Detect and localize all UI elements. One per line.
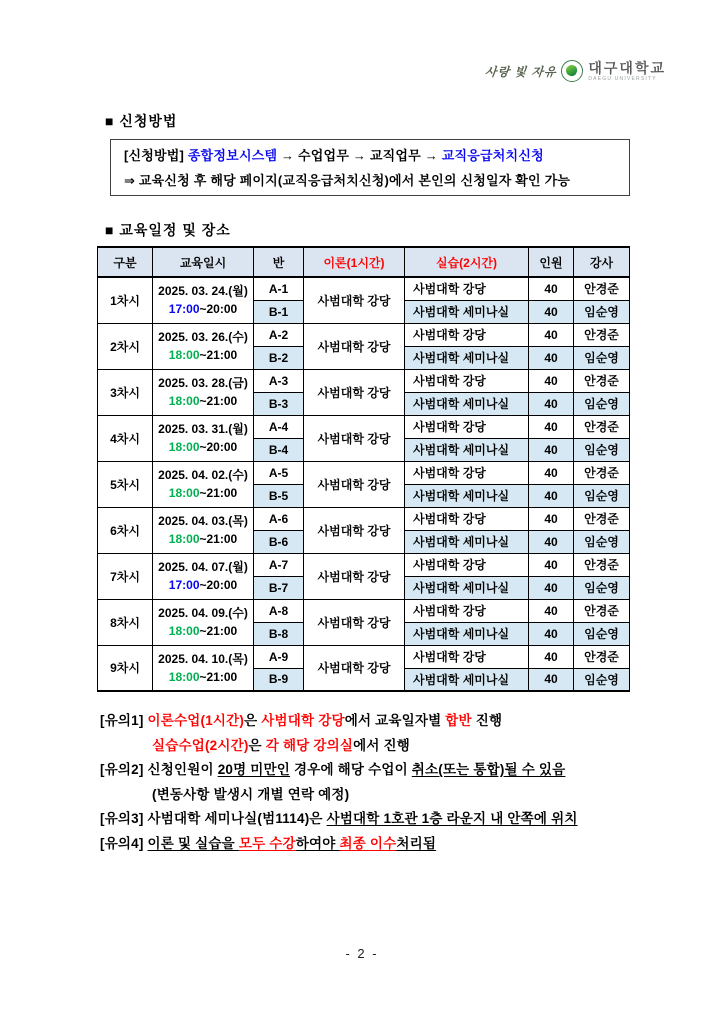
class-cell: B-5 [254,484,304,507]
class-cell: B-9 [254,668,304,691]
capacity-cell: 40 [529,461,574,484]
text-segment: [유의1] [100,713,148,728]
class-cell: B-2 [254,346,304,369]
session-cell: 9차시 [98,645,153,691]
note-line [100,758,660,783]
university-emblem-icon [561,60,583,82]
note-line [100,807,660,832]
practice-location-cell: 사범대학 세미나실 [405,530,529,553]
practice-location-cell: 사범대학 강당 [405,599,529,622]
column-header: 반 [254,247,304,277]
time-text [153,300,253,318]
table-header-row [98,247,630,277]
practice-location-cell: 사범대학 강당 [405,415,529,438]
text-segment: 은 [248,737,266,753]
theory-location-cell: 사범대학 강당 [304,645,405,691]
date-text: 2025. 03. 24.(월) [158,284,248,299]
instructor-cell: 임순영 [574,530,630,553]
text-segment: 18:00 [168,440,200,454]
logo-slogan: 사랑 빛 자유 [483,64,558,79]
text-segment: 취소(또는 통합)될 수 있음 [411,762,566,777]
text-segment: 이론수업(1시간) [147,713,245,728]
session-cell: 4차시 [98,415,153,461]
practice-location-cell: 사범대학 강당 [405,461,529,484]
date-time-cell [153,369,254,415]
session-row-a [98,277,630,300]
section-heading-schedule: ■ 교육일정 및 장소 [105,222,231,238]
date-text: 2025. 03. 26.(수) [158,330,248,344]
session-row-a [98,507,630,530]
session-cell: 3차시 [98,369,153,415]
text-segment: 17:00 [168,302,200,317]
university-name: 대구대학교 [588,59,666,76]
capacity-cell: 40 [529,346,574,369]
column-header: 실습(2시간) [405,247,529,277]
capacity-cell: 40 [529,553,574,576]
apply-method-line1 [124,143,616,168]
apply-method-box [110,139,630,196]
date-time-cell [153,599,254,645]
note-line [100,734,660,759]
date-text: 2025. 04. 02.(수) [158,468,248,482]
date-time-cell [153,507,254,553]
instructor-cell: 임순영 [574,668,630,691]
capacity-cell: 40 [529,507,574,530]
note-line [100,709,660,734]
session-row-a [98,415,630,438]
session-cell: 5차시 [98,461,153,507]
date-time-cell [153,553,254,599]
instructor-cell: 안경준 [574,507,630,530]
date-time-cell [153,323,254,369]
instructor-cell: 안경준 [574,323,630,346]
instructor-cell: 안경준 [574,599,630,622]
theory-location-cell: 사범대학 강당 [304,323,405,369]
time-text [153,622,253,640]
instructor-cell: 임순영 [574,300,630,323]
capacity-cell: 40 [529,668,574,691]
text-segment: 합반 [445,713,472,728]
practice-location-cell: 사범대학 강당 [405,277,529,300]
session-row-a [98,461,630,484]
text-segment: 진행 [471,713,503,728]
column-header: 구분 [98,247,153,277]
text-segment: [유의2] 신청인원이 [100,762,218,777]
university-logo [485,60,666,82]
instructor-cell: 안경준 [574,461,630,484]
text-segment: 은 [244,713,262,728]
instructor-cell: 안경준 [574,369,630,392]
session-row-a [98,645,630,668]
note-line [100,783,660,808]
practice-location-cell: 사범대학 강당 [405,645,529,668]
text-segment: ~20:00 [199,578,238,592]
text-segment: ⇒ 교육신청 후 해당 페이지(교직응급처치신청)에서 본인의 신청일자 확인 가능 [124,173,571,188]
text-segment: 실습수업(2시간) [152,737,249,753]
date-text: 2025. 04. 09.(수) [158,606,248,620]
date-text: 2025. 04. 03.(목) [158,514,248,528]
text-segment: ~20:00 [199,440,238,454]
text-segment: ~21:00 [199,486,238,500]
capacity-cell: 40 [529,530,574,553]
text-segment: 에서 교육일자별 [344,713,446,728]
practice-location-cell: 사범대학 세미나실 [405,300,529,323]
date-time-cell [153,645,254,691]
text-segment: ~21:00 [199,624,238,638]
text-segment: 18:00 [168,394,200,408]
class-cell: A-3 [254,369,304,392]
date-text: 2025. 04. 10.(목) [158,651,248,666]
capacity-cell: 40 [529,576,574,599]
session-row-a [98,553,630,576]
text-segment: 모두 수강 [238,835,296,851]
class-cell: A-6 [254,507,304,530]
text-segment: ~20:00 [199,302,238,317]
session-cell: 1차시 [98,277,153,323]
practice-location-cell: 사범대학 세미나실 [405,438,529,461]
instructor-cell: 임순영 [574,622,630,645]
instructor-cell: 임순영 [574,576,630,599]
text-segment: 18:00 [168,486,200,500]
capacity-cell: 40 [529,484,574,507]
text-segment: 18:00 [168,624,200,638]
class-cell: B-4 [254,438,304,461]
column-header: 인원 [529,247,574,277]
class-cell: A-2 [254,323,304,346]
session-row-a [98,369,630,392]
class-cell: A-9 [254,645,304,668]
capacity-cell: 40 [529,645,574,668]
theory-location-cell: 사범대학 강당 [304,553,405,599]
column-header: 강사 [574,247,630,277]
class-cell: A-5 [254,461,304,484]
text-segment: [유의4] [100,835,148,851]
theory-location-cell: 사범대학 강당 [304,461,405,507]
date-time-cell [153,461,254,507]
session-row-a [98,599,630,622]
section-heading-apply: ■ 신청방법 [105,113,178,129]
capacity-cell: 40 [529,438,574,461]
text-segment: (변동사항 발생시 개별 연락 예정) [152,786,350,802]
capacity-cell: 40 [529,277,574,300]
instructor-cell: 안경준 [574,553,630,576]
text-segment: 처리됨 [396,835,437,851]
class-cell: A-8 [254,599,304,622]
text-segment: ~21:00 [199,532,238,546]
capacity-cell: 40 [529,415,574,438]
text-segment: 18:00 [168,669,200,684]
note-line [100,832,660,857]
session-row-a [98,323,630,346]
class-cell: B-6 [254,530,304,553]
text-segment: 18:00 [168,532,200,546]
practice-location-cell: 사범대학 강당 [405,323,529,346]
instructor-cell: 임순영 [574,392,630,415]
instructor-cell: 안경준 [574,415,630,438]
instructor-cell: 임순영 [574,438,630,461]
time-text [153,576,253,594]
schedule-table-wrap [97,246,630,692]
practice-location-cell: 사범대학 세미나실 [405,622,529,645]
practice-location-cell: 사범대학 세미나실 [405,392,529,415]
theory-location-cell: 사범대학 강당 [304,507,405,553]
time-text [153,438,253,456]
time-text [153,668,253,686]
instructor-cell: 안경준 [574,277,630,300]
capacity-cell: 40 [529,300,574,323]
theory-location-cell: 사범대학 강당 [304,369,405,415]
column-header: 이론(1시간) [304,247,405,277]
class-cell: B-8 [254,622,304,645]
practice-location-cell: 사범대학 세미나실 [405,484,529,507]
text-segment: 20명 미만인 [217,762,291,777]
text-segment: 18:00 [168,348,200,362]
text-segment: 종합정보시스템 [187,148,278,163]
instructor-cell: 임순영 [574,484,630,507]
text-segment: → 수업업무 → 교직업무 → [277,148,442,163]
class-cell: A-4 [254,415,304,438]
date-time-cell [153,277,254,323]
time-text [153,484,253,502]
theory-location-cell: 사범대학 강당 [304,415,405,461]
date-text: 2025. 04. 07.(월) [158,560,248,574]
column-header: 교육일시 [153,247,254,277]
capacity-cell: 40 [529,599,574,622]
time-text [153,392,253,410]
capacity-cell: 40 [529,622,574,645]
text-segment: 하여야 [295,835,340,851]
session-cell: 2차시 [98,323,153,369]
class-cell: B-7 [254,576,304,599]
text-segment: 교직응급처치신청 [441,148,544,163]
practice-location-cell: 사범대학 강당 [405,553,529,576]
university-name-en: DAEGU UNIVERSITY [588,75,657,82]
text-segment: ~21:00 [199,669,238,684]
notes-section [100,709,660,856]
practice-location-cell: 사범대학 강당 [405,507,529,530]
instructor-cell: 임순영 [574,346,630,369]
practice-location-cell: 사범대학 강당 [405,369,529,392]
theory-location-cell: 사범대학 강당 [304,599,405,645]
practice-location-cell: 사범대학 세미나실 [405,668,529,691]
class-cell: B-3 [254,392,304,415]
capacity-cell: 40 [529,323,574,346]
class-cell: B-1 [254,300,304,323]
theory-location-cell: 사범대학 강당 [304,277,405,323]
schedule-table [97,246,630,692]
time-text [153,346,253,364]
text-segment: 최종 이수 [339,835,397,851]
page-number: - 2 - [345,946,379,961]
class-cell: A-7 [254,553,304,576]
instructor-cell: 안경준 [574,645,630,668]
text-segment: 이론 및 실습을 [147,835,239,851]
text-segment: 각 해당 강의실 [265,737,354,753]
practice-location-cell: 사범대학 세미나실 [405,346,529,369]
practice-location-cell: 사범대학 세미나실 [405,576,529,599]
text-segment: 에서 진행 [353,737,411,753]
capacity-cell: 40 [529,392,574,415]
text-segment: 사범대학 1호관 1층 라운지 내 안쪽에 위치 [326,811,578,826]
session-cell: 6차시 [98,507,153,553]
text-segment: [유의3] 사범대학 세미나실(범1114)은 [100,811,327,826]
text-segment: ~21:00 [199,394,238,408]
date-text: 2025. 03. 31.(월) [158,422,248,436]
text-segment: 경우에 해당 수업이 [290,762,412,777]
text-segment: [신청방법] [124,148,188,163]
apply-method-line2 [124,168,616,193]
capacity-cell: 40 [529,369,574,392]
time-text [153,530,253,548]
session-cell: 8차시 [98,599,153,645]
date-time-cell [153,415,254,461]
session-cell: 7차시 [98,553,153,599]
class-cell: A-1 [254,277,304,300]
text-segment: ~21:00 [199,348,238,362]
text-segment: 17:00 [168,578,200,592]
date-text: 2025. 03. 28.(금) [158,376,248,390]
university-name-block [588,61,666,82]
text-segment: 사범대학 강당 [261,713,345,728]
